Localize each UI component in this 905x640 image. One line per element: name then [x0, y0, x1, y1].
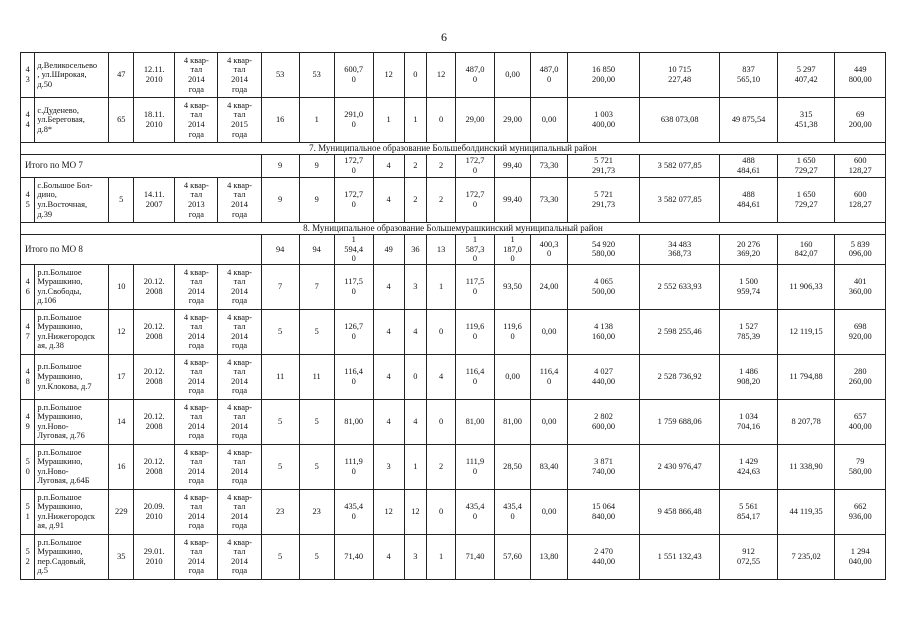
cost-fund-cell: 9 458 866,48 — [640, 489, 720, 534]
row-number-cell: 5 1 — [21, 489, 35, 534]
document-number-cell: 35 — [109, 534, 134, 579]
area-private-cell: 0,00 — [495, 53, 531, 98]
cost-local-cell: 11 906,33 — [777, 264, 835, 309]
area-municipal-cell: 400,3 0 — [531, 235, 568, 265]
document-number-cell: 10 — [109, 264, 134, 309]
address-cell: р.п.Большое Мурашкино, ул.Ново- Луговая, д.76 — [35, 399, 109, 444]
address-cell: р.п.Большое Мурашкино, ул.Клокова, д.7 — [35, 354, 109, 399]
cost-region-cell: 912 072,55 — [720, 534, 778, 579]
residents-planned-cell: 7 — [261, 264, 299, 309]
cost-fund-cell: 2 430 976,47 — [640, 444, 720, 489]
residents-planned-cell: 11 — [261, 354, 299, 399]
premises-municipal-cell: 2 — [427, 444, 456, 489]
residents-relocated-cell: 5 — [299, 399, 334, 444]
cost-region-cell: 1 527 785,39 — [720, 309, 778, 354]
total-area-cell: 111,9 0 — [334, 444, 373, 489]
document-date-cell: 12.11. 2010 — [134, 53, 175, 98]
residents-relocated-cell: 9 — [299, 178, 334, 223]
cost-other-cell: 600 128,27 — [835, 178, 886, 223]
cost-fund-cell: 3 582 077,85 — [640, 155, 720, 178]
document-date-cell: 20.09. 2010 — [134, 489, 175, 534]
planned-end-cell: 4 квар- тал 2014 года — [218, 399, 261, 444]
cost-local-cell: 1 650 729,27 — [777, 155, 835, 178]
premises-total-cell: 49 — [373, 235, 404, 265]
total-cost-cell: 16 850 200,00 — [568, 53, 640, 98]
cost-other-cell: 401 360,00 — [835, 264, 886, 309]
cost-region-cell: 1 486 908,20 — [720, 354, 778, 399]
address-cell: р.п.Большое Мурашкино, пер.Садовый, д.5 — [35, 534, 109, 579]
area-private-cell: 0,00 — [495, 354, 531, 399]
residents-relocated-cell: 7 — [299, 264, 334, 309]
document-number-cell: 5 — [109, 178, 134, 223]
area-private-cell: 99,40 — [495, 155, 531, 178]
cost-fund-cell: 638 073,08 — [640, 98, 720, 143]
area-municipal-cell: 0,00 — [531, 309, 568, 354]
premises-total-cell: 1 — [373, 98, 404, 143]
section-header-row — [21, 223, 886, 235]
premises-municipal-cell: 1 — [427, 534, 456, 579]
area-municipal-cell: 73,30 — [531, 155, 568, 178]
residents-relocated-cell: 94 — [299, 235, 334, 265]
document-number-cell: 14 — [109, 399, 134, 444]
residents-planned-cell: 23 — [261, 489, 299, 534]
table-row — [21, 309, 886, 354]
cost-fund-cell: 1 551 132,43 — [640, 534, 720, 579]
planned-start-cell: 4 квар- тал 2014 года — [175, 399, 218, 444]
planned-end-cell: 4 квар- тал 2014 года — [218, 444, 261, 489]
premises-total-cell: 3 — [373, 444, 404, 489]
residents-relocated-cell: 5 — [299, 534, 334, 579]
area-total-cell: 116,4 0 — [455, 354, 494, 399]
cost-other-cell: 1 294 040,00 — [835, 534, 886, 579]
planned-end-cell: 4 квар- тал 2014 года — [218, 53, 261, 98]
housing-relocation-table — [20, 52, 886, 580]
premises-private-cell: 2 — [404, 178, 427, 223]
premises-private-cell: 3 — [404, 534, 427, 579]
premises-total-cell: 4 — [373, 155, 404, 178]
area-total-cell: 71,40 — [455, 534, 494, 579]
document-number-cell: 65 — [109, 98, 134, 143]
cost-fund-cell: 3 582 077,85 — [640, 178, 720, 223]
total-area-cell: 71,40 — [334, 534, 373, 579]
area-private-cell: 1 187,0 0 — [495, 235, 531, 265]
total-area-cell: 600,7 0 — [334, 53, 373, 98]
area-municipal-cell: 83,40 — [531, 444, 568, 489]
area-total-cell: 172,7 0 — [455, 155, 494, 178]
planned-end-cell: 4 квар- тал 2014 года — [218, 354, 261, 399]
area-private-cell: 29,00 — [495, 98, 531, 143]
cost-local-cell: 5 297 407,42 — [777, 53, 835, 98]
planned-start-cell: 4 квар- тал 2014 года — [175, 354, 218, 399]
total-cost-cell: 1 003 400,00 — [568, 98, 640, 143]
premises-private-cell: 1 — [404, 98, 427, 143]
planned-end-cell: 4 квар- тал 2014 года — [218, 534, 261, 579]
planned-start-cell: 4 квар- тал 2014 года — [175, 489, 218, 534]
area-municipal-cell: 24,00 — [531, 264, 568, 309]
premises-total-cell: 4 — [373, 264, 404, 309]
document-date-cell: 14.11. 2007 — [134, 178, 175, 223]
table-row — [21, 53, 886, 98]
planned-end-cell: 4 квар- тал 2014 года — [218, 264, 261, 309]
residents-relocated-cell: 9 — [299, 155, 334, 178]
address-cell: р.п.Большое Мурашкино, ул.Нижегородск ая, д.91 — [35, 489, 109, 534]
residents-planned-cell: 5 — [261, 399, 299, 444]
total-cost-cell: 54 920 580,00 — [568, 235, 640, 265]
residents-planned-cell: 9 — [261, 178, 299, 223]
premises-private-cell: 12 — [404, 489, 427, 534]
address-cell: с.Дуденево, ул.Береговая, д.8* — [35, 98, 109, 143]
total-cost-cell: 4 027 440,00 — [568, 354, 640, 399]
area-total-cell: 119,6 0 — [455, 309, 494, 354]
cost-other-cell: 662 936,00 — [835, 489, 886, 534]
page-number: 6 — [441, 30, 447, 44]
area-private-cell: 99,40 — [495, 178, 531, 223]
planned-end-cell: 4 квар- тал 2014 года — [218, 309, 261, 354]
premises-private-cell: 1 — [404, 444, 427, 489]
premises-total-cell: 12 — [373, 53, 404, 98]
residents-planned-cell: 9 — [261, 155, 299, 178]
planned-start-cell: 4 квар- тал 2014 года — [175, 53, 218, 98]
table-row — [21, 264, 886, 309]
area-municipal-cell: 73,30 — [531, 178, 568, 223]
premises-municipal-cell: 12 — [427, 53, 456, 98]
area-total-cell: 111,9 0 — [455, 444, 494, 489]
premises-total-cell: 4 — [373, 399, 404, 444]
row-number-cell: 4 7 — [21, 309, 35, 354]
cost-other-cell: 600 128,27 — [835, 155, 886, 178]
residents-planned-cell: 53 — [261, 53, 299, 98]
area-private-cell: 81,00 — [495, 399, 531, 444]
document-number-cell: 229 — [109, 489, 134, 534]
cost-local-cell: 160 842,07 — [777, 235, 835, 265]
document-date-cell: 20.12. 2008 — [134, 264, 175, 309]
residents-planned-cell: 5 — [261, 534, 299, 579]
section-title: 8. Муниципальное образование Большемурашкинский муниципальный район — [21, 223, 886, 235]
document-number-cell: 12 — [109, 309, 134, 354]
residents-relocated-cell: 5 — [299, 444, 334, 489]
cost-local-cell: 44 119,35 — [777, 489, 835, 534]
premises-private-cell: 36 — [404, 235, 427, 265]
total-area-cell: 117,5 0 — [334, 264, 373, 309]
residents-relocated-cell: 1 — [299, 98, 334, 143]
total-cost-cell: 2 802 600,00 — [568, 399, 640, 444]
premises-private-cell: 3 — [404, 264, 427, 309]
row-number-cell: 4 4 — [21, 98, 35, 143]
section-header-row — [21, 143, 886, 155]
total-cost-cell: 2 470 440,00 — [568, 534, 640, 579]
cost-region-cell: 488 484,61 — [720, 155, 778, 178]
planned-end-cell: 4 квар- тал 2015 года — [218, 98, 261, 143]
table-row — [21, 98, 886, 143]
cost-fund-cell: 34 483 368,73 — [640, 235, 720, 265]
premises-private-cell: 4 — [404, 399, 427, 444]
area-total-cell: 1 587,3 0 — [455, 235, 494, 265]
premises-total-cell: 4 — [373, 178, 404, 223]
cost-other-cell: 79 580,00 — [835, 444, 886, 489]
row-number-cell: 5 0 — [21, 444, 35, 489]
cost-fund-cell: 2 552 633,93 — [640, 264, 720, 309]
cost-region-cell: 5 561 854,17 — [720, 489, 778, 534]
address-cell: р.п.Большое Мурашкино, ул.Свободы, д.106 — [35, 264, 109, 309]
residents-relocated-cell: 5 — [299, 309, 334, 354]
document-date-cell: 29.01. 2010 — [134, 534, 175, 579]
area-total-cell: 487,0 0 — [455, 53, 494, 98]
cost-region-cell: 837 565,10 — [720, 53, 778, 98]
document-number-cell: 17 — [109, 354, 134, 399]
total-area-cell: 291,0 0 — [334, 98, 373, 143]
area-municipal-cell: 487,0 0 — [531, 53, 568, 98]
area-private-cell: 57,60 — [495, 534, 531, 579]
premises-municipal-cell: 0 — [427, 489, 456, 534]
premises-private-cell: 0 — [404, 53, 427, 98]
cost-local-cell: 12 119,15 — [777, 309, 835, 354]
premises-municipal-cell: 0 — [427, 309, 456, 354]
total-area-cell: 126,7 0 — [334, 309, 373, 354]
total-area-cell: 81,00 — [334, 399, 373, 444]
cost-fund-cell: 10 715 227,48 — [640, 53, 720, 98]
address-cell: р.п.Большое Мурашкино, ул.Нижегородск ая, д.38 — [35, 309, 109, 354]
area-total-cell: 117,5 0 — [455, 264, 494, 309]
premises-municipal-cell: 0 — [427, 399, 456, 444]
total-cost-cell: 5 721 291,73 — [568, 155, 640, 178]
total-row — [21, 155, 886, 178]
cost-fund-cell: 1 759 688,06 — [640, 399, 720, 444]
row-number-cell: 4 6 — [21, 264, 35, 309]
cost-local-cell: 8 207,78 — [777, 399, 835, 444]
cost-other-cell: 657 400,00 — [835, 399, 886, 444]
table-row — [21, 354, 886, 399]
row-number-cell: 4 9 — [21, 399, 35, 444]
area-private-cell: 93,50 — [495, 264, 531, 309]
table-row — [21, 178, 886, 223]
cost-local-cell: 11 338,90 — [777, 444, 835, 489]
cost-other-cell: 449 800,00 — [835, 53, 886, 98]
cost-region-cell: 49 875,54 — [720, 98, 778, 143]
premises-private-cell: 4 — [404, 309, 427, 354]
area-municipal-cell: 0,00 — [531, 399, 568, 444]
total-area-cell: 116,4 0 — [334, 354, 373, 399]
total-label: Итого по МО 7 — [21, 155, 262, 178]
area-total-cell: 435,4 0 — [455, 489, 494, 534]
area-municipal-cell: 116,4 0 — [531, 354, 568, 399]
row-number-cell: 4 3 — [21, 53, 35, 98]
total-area-cell: 172,7 0 — [334, 178, 373, 223]
cost-other-cell: 280 260,00 — [835, 354, 886, 399]
premises-private-cell: 0 — [404, 354, 427, 399]
total-cost-cell: 4 138 160,00 — [568, 309, 640, 354]
cost-other-cell: 69 200,00 — [835, 98, 886, 143]
residents-planned-cell: 5 — [261, 444, 299, 489]
table-row — [21, 399, 886, 444]
table-body — [21, 53, 886, 580]
row-number-cell: 4 5 — [21, 178, 35, 223]
residents-planned-cell: 94 — [261, 235, 299, 265]
residents-relocated-cell: 53 — [299, 53, 334, 98]
area-total-cell: 29,00 — [455, 98, 494, 143]
premises-private-cell: 2 — [404, 155, 427, 178]
area-private-cell: 435,4 0 — [495, 489, 531, 534]
residents-planned-cell: 5 — [261, 309, 299, 354]
planned-start-cell: 4 квар- тал 2014 года — [175, 444, 218, 489]
premises-municipal-cell: 2 — [427, 155, 456, 178]
cost-region-cell: 1 500 959,74 — [720, 264, 778, 309]
cost-other-cell: 5 839 096,00 — [835, 235, 886, 265]
premises-municipal-cell: 13 — [427, 235, 456, 265]
document-number-cell: 16 — [109, 444, 134, 489]
total-area-cell: 435,4 0 — [334, 489, 373, 534]
total-label: Итого по МО 8 — [21, 235, 262, 265]
document-date-cell: 20.12. 2008 — [134, 444, 175, 489]
total-area-cell: 172,7 0 — [334, 155, 373, 178]
residents-relocated-cell: 23 — [299, 489, 334, 534]
table-row — [21, 444, 886, 489]
cost-fund-cell: 2 598 255,46 — [640, 309, 720, 354]
address-cell: р.п.Большое Мурашкино, ул.Ново- Луговая, д.64Б — [35, 444, 109, 489]
residents-planned-cell: 16 — [261, 98, 299, 143]
row-number-cell: 5 2 — [21, 534, 35, 579]
housing-table-wrapper — [20, 52, 886, 580]
document-date-cell: 20.12. 2008 — [134, 309, 175, 354]
total-row — [21, 235, 886, 265]
cost-other-cell: 698 920,00 — [835, 309, 886, 354]
document-date-cell: 20.12. 2008 — [134, 354, 175, 399]
cost-local-cell: 1 650 729,27 — [777, 178, 835, 223]
document-date-cell: 18.11. 2010 — [134, 98, 175, 143]
area-private-cell: 119,6 0 — [495, 309, 531, 354]
document-number-cell: 47 — [109, 53, 134, 98]
premises-municipal-cell: 2 — [427, 178, 456, 223]
planned-end-cell: 4 квар- тал 2014 года — [218, 489, 261, 534]
cost-local-cell: 7 235,02 — [777, 534, 835, 579]
table-row — [21, 534, 886, 579]
section-title: 7. Муниципальное образование Большеболдинский муниципальный район — [21, 143, 886, 155]
planned-start-cell: 4 квар- тал 2014 года — [175, 309, 218, 354]
cost-region-cell: 20 276 369,20 — [720, 235, 778, 265]
cost-region-cell: 1 429 424,63 — [720, 444, 778, 489]
area-municipal-cell: 13,80 — [531, 534, 568, 579]
address-cell: с.Большое Бол- дино, ул.Восточная, д.39 — [35, 178, 109, 223]
cost-region-cell: 488 484,61 — [720, 178, 778, 223]
premises-total-cell: 4 — [373, 309, 404, 354]
area-private-cell: 28,50 — [495, 444, 531, 489]
planned-end-cell: 4 квар- тал 2014 года — [218, 178, 261, 223]
area-total-cell: 81,00 — [455, 399, 494, 444]
premises-total-cell: 4 — [373, 534, 404, 579]
premises-total-cell: 4 — [373, 354, 404, 399]
planned-start-cell: 4 квар- тал 2013 года — [175, 178, 218, 223]
area-total-cell: 172,7 0 — [455, 178, 494, 223]
planned-start-cell: 4 квар- тал 2014 года — [175, 534, 218, 579]
total-cost-cell: 5 721 291,73 — [568, 178, 640, 223]
area-municipal-cell: 0,00 — [531, 98, 568, 143]
document-date-cell: 20.12. 2008 — [134, 399, 175, 444]
total-cost-cell: 4 065 500,00 — [568, 264, 640, 309]
cost-fund-cell: 2 528 736,92 — [640, 354, 720, 399]
residents-relocated-cell: 11 — [299, 354, 334, 399]
address-cell: д.Великосельево , ул.Широкая, д.50 — [35, 53, 109, 98]
planned-start-cell: 4 квар- тал 2014 года — [175, 98, 218, 143]
total-cost-cell: 3 871 740,00 — [568, 444, 640, 489]
cost-local-cell: 11 794,88 — [777, 354, 835, 399]
premises-municipal-cell: 4 — [427, 354, 456, 399]
total-area-cell: 1 594,4 0 — [334, 235, 373, 265]
area-municipal-cell: 0,00 — [531, 489, 568, 534]
planned-start-cell: 4 квар- тал 2014 года — [175, 264, 218, 309]
total-cost-cell: 15 064 840,00 — [568, 489, 640, 534]
cost-local-cell: 315 451,38 — [777, 98, 835, 143]
row-number-cell: 4 8 — [21, 354, 35, 399]
premises-municipal-cell: 1 — [427, 264, 456, 309]
premises-total-cell: 12 — [373, 489, 404, 534]
table-row — [21, 489, 886, 534]
cost-region-cell: 1 034 704,16 — [720, 399, 778, 444]
premises-municipal-cell: 0 — [427, 98, 456, 143]
